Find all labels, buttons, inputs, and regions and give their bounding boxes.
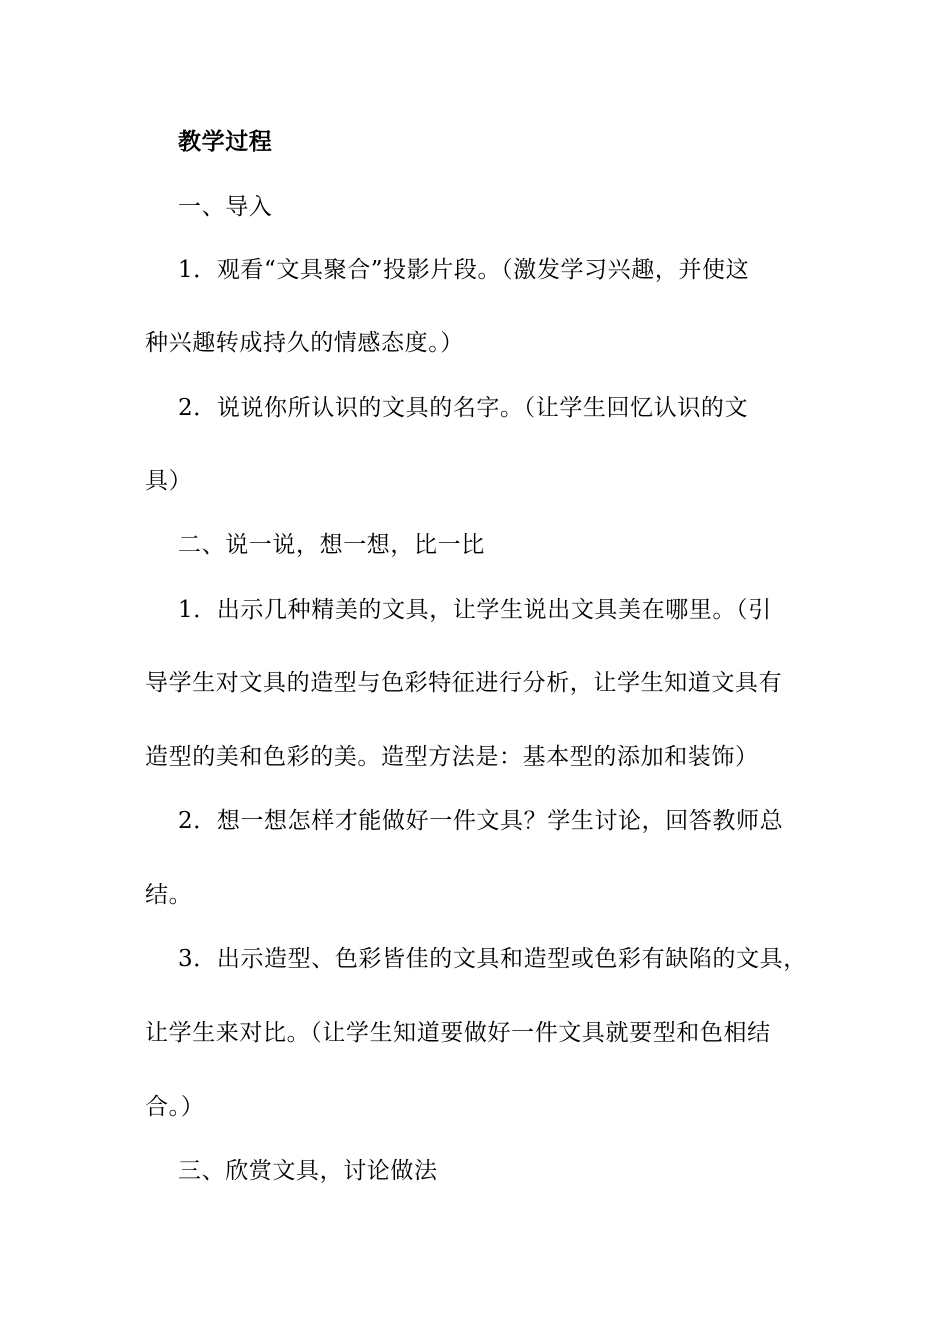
paragraph-line: 具） xyxy=(145,468,193,494)
page-title: 教学过程 xyxy=(178,128,273,155)
section-heading-3: 三、欣赏文具，讨论做法 xyxy=(178,1158,438,1184)
section-heading-1: 一、导入 xyxy=(178,194,273,220)
paragraph-line: 结。 xyxy=(145,882,193,908)
paragraph-line: 3．出示造型、色彩皆佳的文具和造型或色彩有缺陷的文具， xyxy=(178,946,807,972)
paragraph-line: 合。） xyxy=(145,1094,205,1120)
section-heading-2: 二、说一说，想一想，比一比 xyxy=(178,532,485,558)
paragraph-line: 导学生对文具的造型与色彩特征进行分析，让学生知道文具有 xyxy=(145,670,783,696)
paragraph-line: 让学生来对比。（让学生知道要做好一件文具就要型和色相结 xyxy=(145,1020,771,1046)
paragraph-line: 1．观看“文具聚合”投影片段。（激发学习兴趣，并使这 xyxy=(178,257,750,283)
paragraph-line: 2．说说你所认识的文具的名字。（让学生回忆认识的文 xyxy=(178,395,749,421)
paragraph-line: 造型的美和色彩的美。造型方法是：基本型的添加和装饰） xyxy=(145,744,759,770)
paragraph-line: 1．出示几种精美的文具，让学生说出文具美在哪里。（引 xyxy=(178,597,772,623)
paragraph-line: 2．想一想怎样才能做好一件文具？学生讨论，回答教师总 xyxy=(178,808,784,834)
paragraph-line: 种兴趣转成持久的情感态度。） xyxy=(145,330,464,356)
